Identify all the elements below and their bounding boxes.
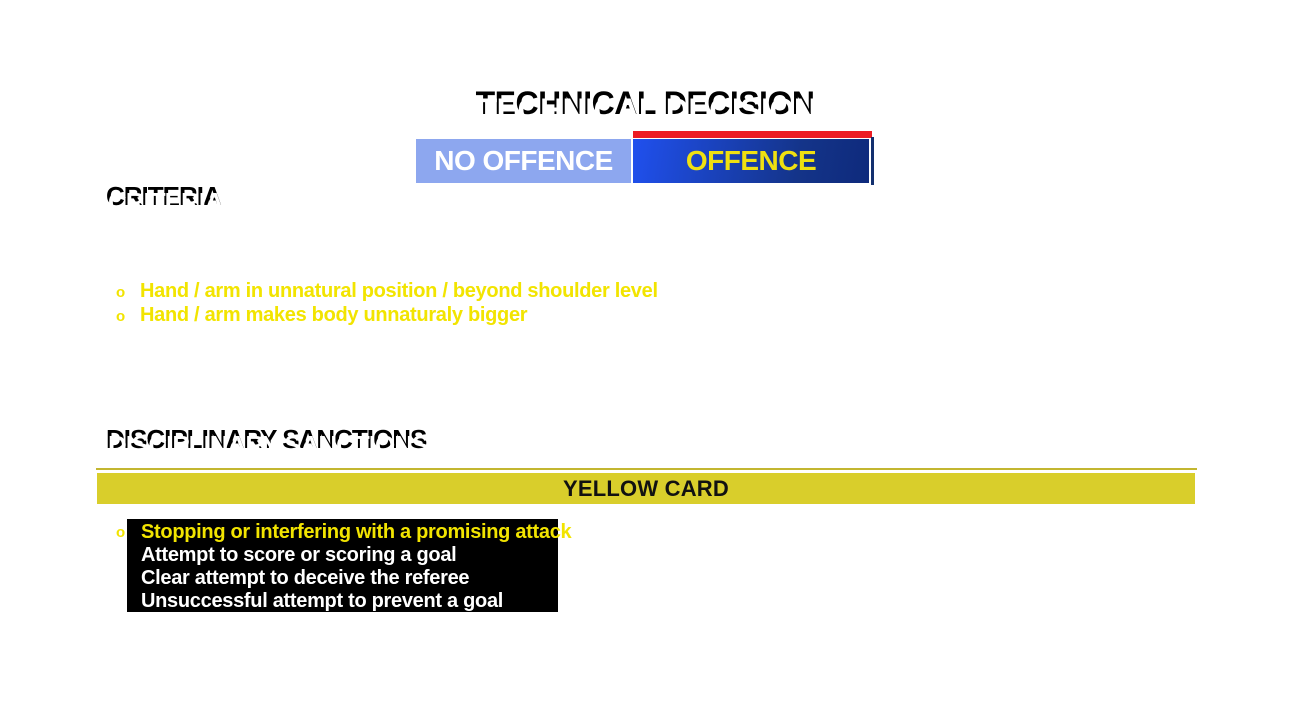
sanction-item-text: Attempt to score or scoring a goal <box>141 544 457 566</box>
yellow-card-label: YELLOW CARD <box>563 475 729 501</box>
no-offence-button[interactable]: NO OFFENCE <box>416 139 631 183</box>
title-row <box>0 85 1290 122</box>
disciplinary-sanctions-heading: DISCIPLINARY SANCTIONS DISCIPLINARY SANCTIONS <box>106 424 426 455</box>
bullet-icon: o <box>116 593 125 610</box>
offence-selected-stripe <box>633 131 872 138</box>
sanction-item <box>116 544 457 566</box>
sanction-item-text: Unsuccessful attempt to prevent a goal <box>141 590 504 612</box>
criteria-item-text: Hand / arm in unnatural position / beyond shoulder level <box>140 280 658 302</box>
criteria-item <box>116 280 658 303</box>
bullet-icon: o <box>116 524 125 541</box>
bullet-icon: o <box>116 570 125 587</box>
sanction-item-highlighted <box>116 521 572 543</box>
divider-line <box>96 468 1197 470</box>
offence-button-shadow <box>871 137 874 185</box>
criteria-item <box>116 304 527 327</box>
sanction-item <box>116 567 470 589</box>
sanction-item-text: Stopping or interfering with a promising attack <box>141 521 572 543</box>
bullet-icon: o <box>116 284 126 301</box>
criteria-item-text: Hand / arm makes body unnaturaly bigger <box>140 304 528 326</box>
sanction-item <box>116 590 504 612</box>
yellow-card-banner <box>97 473 1195 504</box>
slide-title: TECHNICAL DECISION TECHNICAL DECISION <box>476 85 815 122</box>
bullet-icon: o <box>116 308 126 325</box>
criteria-heading: CRITERIA CRITERIA <box>106 181 221 212</box>
sanction-item-text: Clear attempt to deceive the referee <box>141 567 470 589</box>
bullet-icon: o <box>116 547 125 564</box>
offence-button[interactable]: OFFENCE <box>633 139 869 183</box>
sanctions-list-box <box>116 519 572 612</box>
